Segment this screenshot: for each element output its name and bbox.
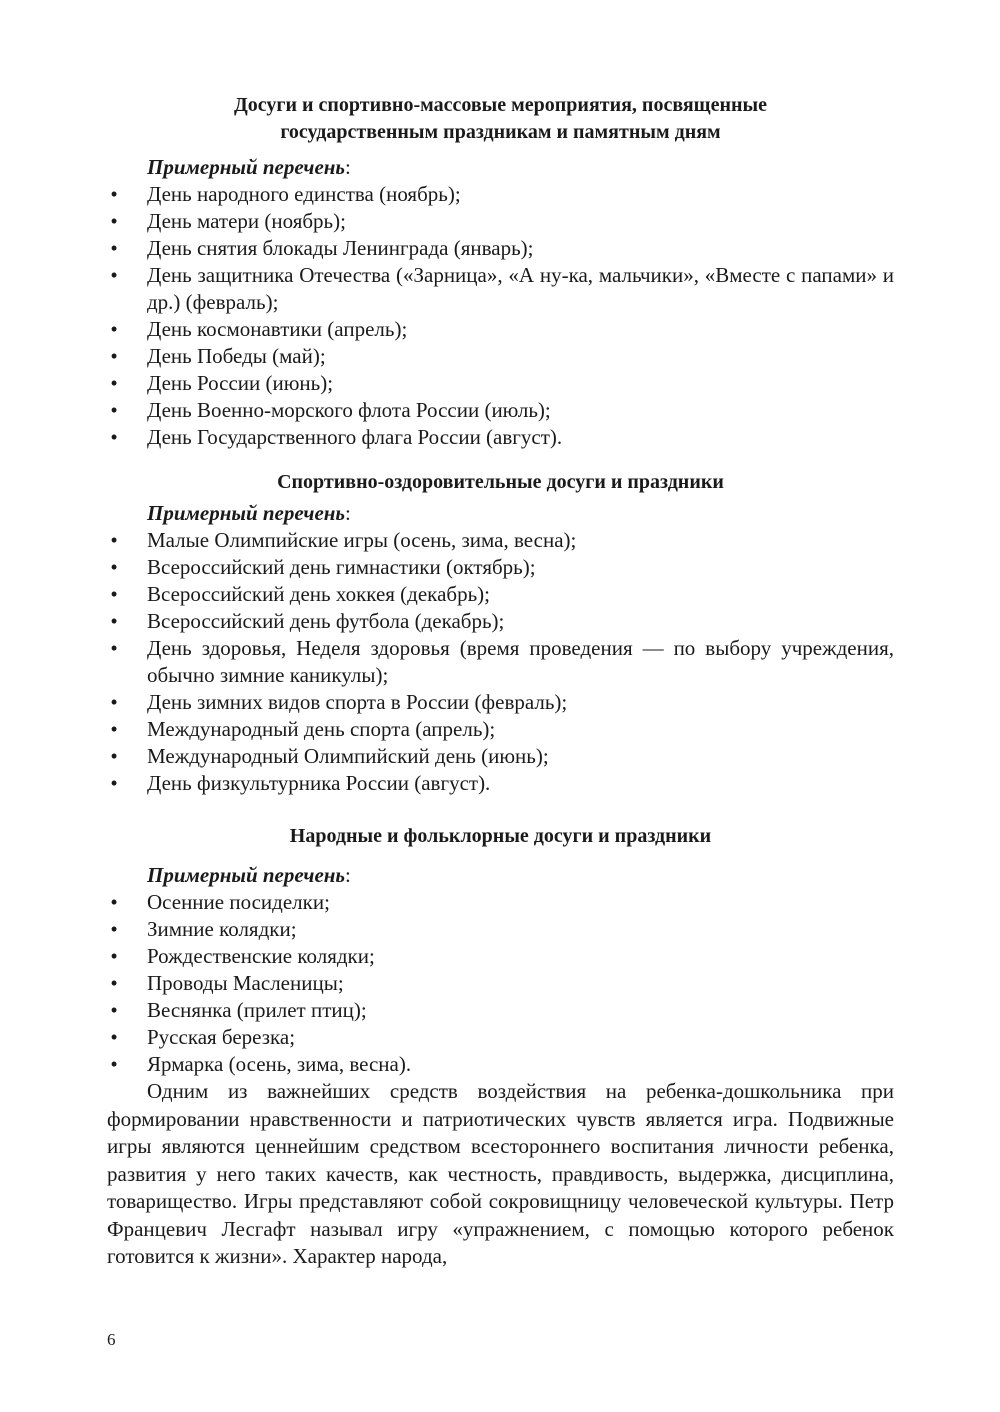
list-item-text: Рождественские колядки;: [147, 944, 375, 968]
list-item-text: Зимние колядки;: [147, 917, 297, 941]
page-content: [107, 92, 894, 1271]
bullet-icon: •: [110, 744, 118, 768]
bullet-icon: •: [110, 555, 118, 579]
list-item: [107, 770, 894, 797]
list-item: [107, 997, 894, 1024]
bullet-icon: •: [110, 582, 118, 606]
list-item: [107, 1024, 894, 1051]
list-item: [107, 635, 894, 689]
section-3-list: [107, 889, 894, 1078]
list-item-text: День космонавтики (апрель);: [147, 317, 408, 341]
list-item: [107, 554, 894, 581]
list-item-text: Всероссийский день хоккея (декабрь);: [147, 582, 490, 606]
list-item-text: День Государственного флага России (август).: [147, 425, 563, 449]
list-item-text: День защитника Отечества («Зарница», «А ну-ка, мальчики», «Вместе с папами» и др.) (февраль);: [147, 263, 894, 314]
list-item-text: День здоровья, Неделя здоровья (время проведения — по выбору учреждения, обычно зимние каникулы);: [147, 636, 894, 687]
list-item-text: Проводы Масленицы;: [147, 971, 344, 995]
list-item: [107, 916, 894, 943]
list-item-text: Всероссийский день футбола (декабрь);: [147, 609, 505, 633]
bullet-icon: •: [110, 344, 118, 368]
section-1-list: [107, 181, 894, 451]
list-item: [107, 1051, 894, 1078]
list-item: [107, 743, 894, 770]
bullet-icon: •: [110, 1025, 118, 1049]
list-item: [107, 581, 894, 608]
list-item-text: День России (июнь);: [147, 371, 334, 395]
page-number: 6: [107, 1330, 116, 1349]
list-item-text: День зимних видов спорта в России (февраль);: [147, 690, 568, 714]
bullet-icon: •: [110, 690, 118, 714]
list-item: [107, 943, 894, 970]
list-item: [107, 316, 894, 343]
bullet-icon: •: [110, 528, 118, 552]
bullet-icon: •: [110, 263, 118, 287]
list-item: [107, 343, 894, 370]
list-item: [107, 889, 894, 916]
section-2-intro-label: Примерный перечень: [147, 501, 346, 525]
list-item-text: Международный день спорта (апрель);: [147, 717, 496, 741]
list-item: [107, 689, 894, 716]
list-item: [107, 608, 894, 635]
bullet-icon: •: [110, 209, 118, 233]
section-2-intro: [147, 500, 894, 527]
list-item-text: Международный Олимпийский день (июнь);: [147, 744, 549, 768]
list-item-text: Осенние посиделки;: [147, 890, 330, 914]
bullet-icon: •: [110, 398, 118, 422]
bullet-icon: •: [110, 944, 118, 968]
section-1-intro-colon: :: [345, 155, 351, 179]
list-item-text: Всероссийский день гимнастики (октябрь);: [147, 555, 536, 579]
section-2-list: [107, 527, 894, 797]
list-item-text: День снятия блокады Ленинграда (январь);: [147, 236, 534, 260]
list-item-text: День Победы (май);: [147, 344, 326, 368]
list-item: [107, 208, 894, 235]
list-item: [107, 424, 894, 451]
bullet-icon: •: [110, 182, 118, 206]
section-3-title: Народные и фольклорные досуги и праздники: [289, 825, 712, 847]
section-1-intro: [147, 154, 894, 181]
bullet-icon: •: [110, 317, 118, 341]
section-2-title: Спортивно-оздоровительные досуги и праздники: [277, 471, 724, 493]
list-item: [107, 527, 894, 554]
bullet-icon: •: [110, 425, 118, 449]
section-2-intro-colon: :: [345, 501, 351, 525]
list-item: [107, 716, 894, 743]
bullet-icon: •: [110, 917, 118, 941]
bullet-icon: •: [110, 890, 118, 914]
list-item: [107, 181, 894, 208]
list-item-text: День Военно-морского флота России (июль);: [147, 398, 551, 422]
list-item-text: День физкультурника России (август).: [147, 771, 491, 795]
body-paragraph: Одним из важнейших средств воздействия на ребенка-дошкольника при формировании нравственности и патриотических чувств является игра. Подвижные игры являются ценнейшим средством всестороннего воспитания личности ребенка, развития у него таких качеств, как честность, правдивость, выдержка, дисциплина, товарищество. Игры представляют собой сокровищницу человеческой культуры. Петр Францевич Лесгафт называл игру «упражнением, с помощью которого ребенок готовится к жизни». Характер народа,: [107, 1079, 894, 1268]
section-3-intro: [147, 862, 894, 889]
section-3-intro-colon: :: [345, 863, 351, 887]
list-item-text: День народного единства (ноябрь);: [147, 182, 461, 206]
list-item: [107, 370, 894, 397]
list-item-text: Веснянка (прилет птиц);: [147, 998, 367, 1022]
bullet-icon: •: [110, 717, 118, 741]
bullet-icon: •: [110, 771, 118, 795]
bullet-icon: •: [110, 236, 118, 260]
bullet-icon: •: [110, 971, 118, 995]
list-item: [107, 397, 894, 424]
section-3-intro-label: Примерный перечень: [147, 863, 346, 887]
section-1-title: Досуги и спортивно-массовые мероприятия, посвященные государственным праздникам и памятным дням: [234, 94, 767, 143]
list-item: [107, 235, 894, 262]
bullet-icon: •: [110, 998, 118, 1022]
list-item-text: Русская березка;: [147, 1025, 296, 1049]
bullet-icon: •: [110, 371, 118, 395]
list-item-text: Малые Олимпийские игры (осень, зима, весна);: [147, 528, 577, 552]
bullet-icon: •: [110, 636, 118, 660]
list-item: [107, 262, 894, 316]
bullet-icon: •: [110, 609, 118, 633]
list-item-text: День матери (ноябрь);: [147, 209, 346, 233]
section-1-intro-label: Примерный перечень: [147, 155, 346, 179]
list-item-text: Ярмарка (осень, зима, весна).: [147, 1052, 412, 1076]
list-item: [107, 970, 894, 997]
bullet-icon: •: [110, 1052, 118, 1076]
